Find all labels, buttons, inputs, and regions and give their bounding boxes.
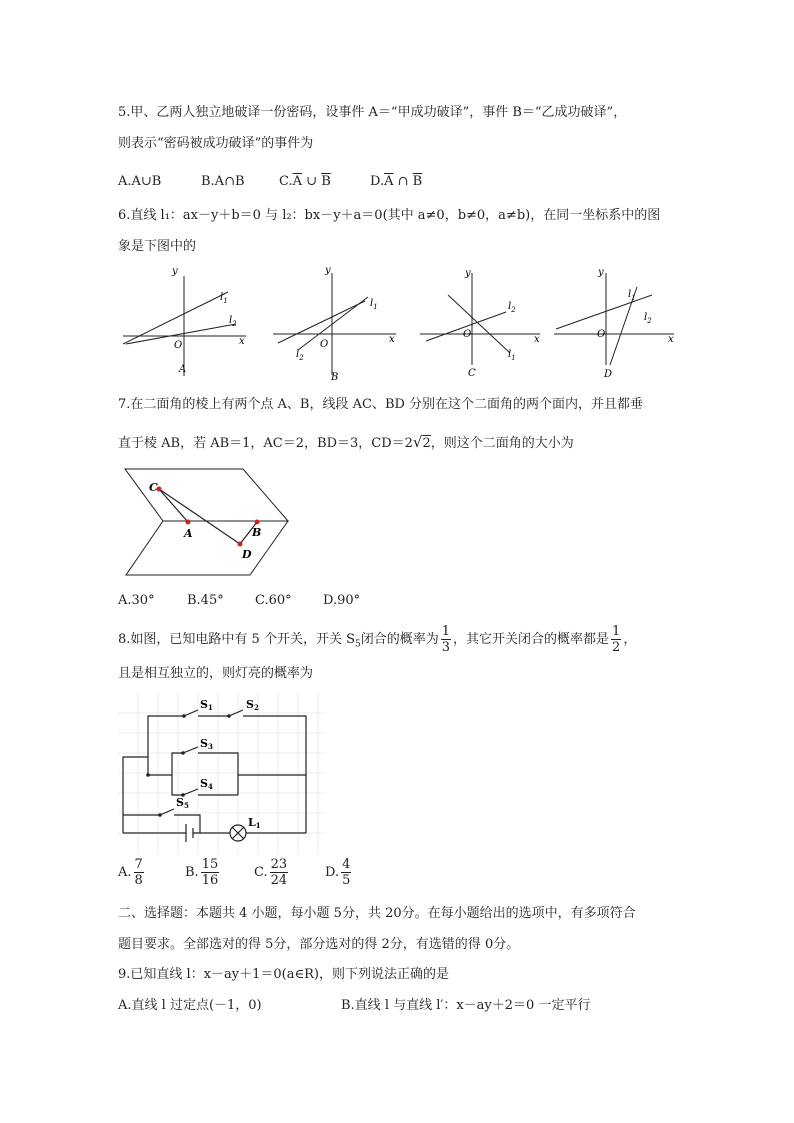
q6-stem-line2: 象是下图中的 — [118, 239, 197, 254]
graph-c-l2: $l_2$ — [508, 301, 516, 314]
graph-c-origin: O — [463, 329, 472, 340]
point-a-label: A — [184, 527, 193, 540]
graph-a-x-label: x — [239, 336, 245, 347]
point-c-label: C — [149, 481, 158, 494]
q7-option-d: D.90° — [323, 593, 361, 608]
q8-option-a: A. $\frac{7}{8}$ — [118, 857, 143, 888]
graph-d-x-label: x — [668, 334, 674, 345]
q7-stem-line2: 直于棱 AB，若 AB＝1，AC＝2，BD＝3，CD＝2√2，则这个二面角的大小为 — [118, 433, 574, 451]
q5-stem-line2: 则表示“密码被成功破译”的事件为 — [118, 136, 314, 151]
graph-a-l2: $l_2$ — [229, 315, 237, 328]
q7-option-c: C.60° — [255, 593, 292, 608]
switch-s4-label: S4 — [200, 777, 213, 791]
graph-c-l1: $l_1$ — [508, 349, 516, 362]
graph-a-l1: $l_1$ — [220, 292, 228, 305]
q7-option-a: A.30° — [118, 593, 155, 608]
q9-stem: 9.已知直线 l：x－ay＋1＝0(a∈R)，则下列说法正确的是 — [118, 967, 449, 982]
graph-b-label: B — [331, 372, 339, 383]
q9-option-a: A.直线 l 过定点(－1，0) — [118, 998, 262, 1013]
q5-option-c: $C.\overline{A}$ ∪ $\overline{B}$ — [279, 174, 331, 189]
q5-stem-line1: 5.甲、乙两人独立地破译一份密码，设事件 A＝“甲成功破译”，事件 B＝“乙成功破译”， — [118, 105, 627, 120]
q7-dihedral-figure — [118, 465, 298, 585]
q6-stem-line1: 6.直线 l₁：ax－y＋b＝0 与 l₂：bx－y＋a＝0(其中 a≠0，b≠0，a≠b)，在同一坐标系中的图 — [118, 208, 661, 223]
graph-b-l1: $l_1$ — [370, 298, 378, 311]
graph-c-x-label: x — [534, 334, 540, 345]
graph-a-label: A — [179, 364, 187, 375]
graph-b-y-label: y — [325, 265, 331, 276]
q8-circuit-diagram — [118, 693, 323, 855]
graph-d-l2: $l_2$ — [644, 312, 652, 325]
q8-stem-line1: 8.如图，已知电路中有 5 个开关，开关 $S_5$闭合的概率为 $\frac{1}{3}$ ，其它开关闭合的概率都是 $\frac{1}{2}$ ， — [118, 624, 637, 655]
graph-a-origin: O — [174, 340, 183, 351]
q8-option-b: B. $\frac{15}{16}$ — [185, 857, 219, 888]
section2-intro-line1: 二、选择题：本题共 4 小题，每小题 5分，共 20分。在每小题给出的选项中，有多项符合 — [118, 906, 636, 921]
graph-c-y-label: y — [465, 268, 471, 279]
graph-d-l1: $l_1$ — [628, 289, 636, 302]
switch-s2-label: S2 — [246, 698, 259, 712]
graph-d-y-label: y — [598, 267, 604, 278]
q5-option-b: B.A∩B — [201, 174, 245, 189]
graph-d-origin: O — [597, 329, 606, 340]
q6-graph-d — [552, 265, 682, 383]
graph-c-label: C — [468, 368, 476, 379]
switch-s3-label: S3 — [200, 737, 213, 751]
q8-stem-line2: 且是相互独立的，则灯亮的概率为 — [118, 666, 314, 681]
q7-option-b: B.45° — [187, 593, 224, 608]
graph-b-l2: $l_2$ — [296, 349, 304, 362]
graph-d-label: D — [604, 369, 613, 380]
point-d-label: D — [242, 548, 252, 561]
graph-b-x-label: x — [389, 334, 395, 345]
graph-a-y-label: y — [172, 268, 178, 277]
lamp-l1-label: L1 — [248, 816, 261, 830]
q6-graph-b — [268, 265, 403, 383]
q8-option-c: C. $\frac{23}{24}$ — [254, 857, 288, 888]
q6-graph-a — [118, 268, 253, 380]
section2-intro-line2: 题目要求。全部选对的得 5分，部分选对的得 2分，有选错的得 0分。 — [118, 937, 520, 952]
q7-stem-line1: 7.在二面角的棱上有两个点 A、B，线段 AC、BD 分别在这个二面角的两个面内，并且都垂 — [118, 397, 644, 412]
switch-s5-label: S5 — [176, 796, 189, 810]
q5-option-d: $D.\overline{A}$ ∩ $\overline{B}$ — [370, 174, 423, 189]
q5-option-a: A.A∪B — [118, 174, 162, 189]
graph-b-origin: O — [320, 339, 329, 350]
q9-option-b: B.直线 l 与直线 l′：x－ay＋2＝0 一定平行 — [341, 998, 591, 1013]
point-b-label: B — [252, 526, 262, 539]
q8-option-d: D. $\frac{4}{5}$ — [325, 857, 351, 888]
switch-s1-label: S1 — [200, 698, 213, 712]
q6-graph-c — [418, 265, 548, 383]
